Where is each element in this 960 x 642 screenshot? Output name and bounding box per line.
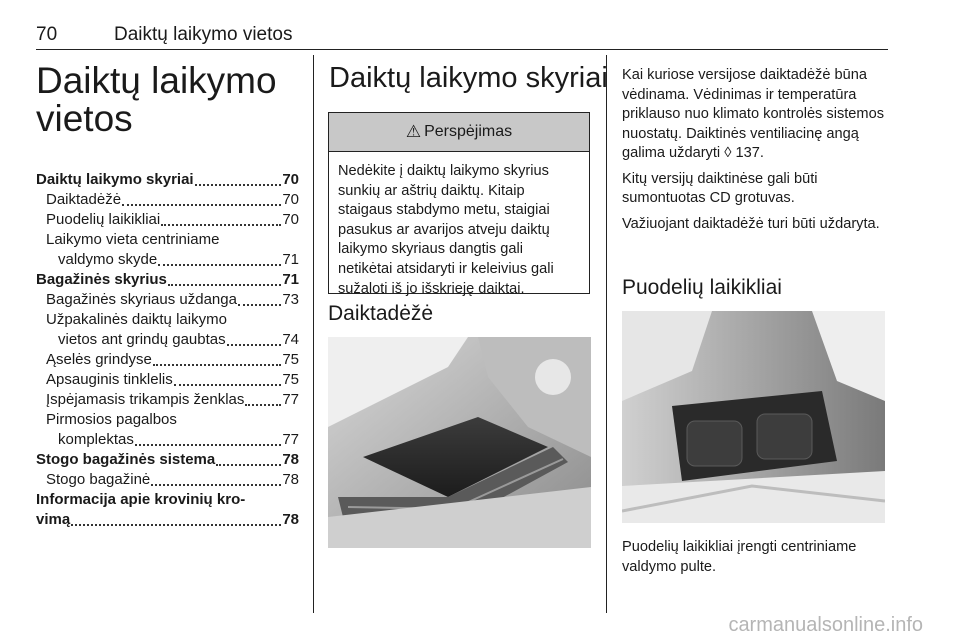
cupholder-photo: [622, 311, 885, 523]
section-title: Daiktų laikymo skyriai: [329, 62, 608, 94]
toc-page: 78: [282, 451, 299, 468]
toc-entry[interactable]: [36, 270, 299, 290]
toc-entry[interactable]: [36, 310, 299, 350]
glovebox-photo: [328, 337, 591, 548]
toc-entry-text: Stogo bagažinė: [46, 471, 151, 488]
column-divider-left: [313, 55, 314, 613]
page-number: 70: [36, 24, 58, 45]
toc-page: 77: [282, 431, 299, 448]
toc-entry-text: Bagažinės skyriaus uždanga: [46, 291, 237, 308]
toc-entry-text: Laikymo vieta centriniame: [46, 231, 220, 248]
toc-entry-text: Apsauginis tinklelis: [46, 371, 173, 388]
warning-heading-text: Perspėjimas: [424, 123, 513, 140]
toc-entry[interactable]: [36, 350, 299, 370]
watermark: carmanualsonline.info: [728, 614, 923, 636]
toc-entry-text-cont: vietos ant grindų gaubtas: [58, 331, 226, 348]
paragraph-cd-player: Kitų versijų daiktinėse gali būti sumontuotas CD grotuvas.: [622, 170, 818, 206]
toc-page: 73: [282, 291, 299, 308]
toc-entry-text-cont: valdymo skyde: [58, 251, 158, 268]
toc-entry[interactable]: [36, 470, 299, 490]
toc-leader: [168, 283, 281, 286]
toc-entry[interactable]: [36, 410, 299, 450]
warning-triangle-icon: ⚠: [405, 122, 422, 141]
toc-leader: [153, 363, 281, 366]
paragraph-ventilation: Kai kuriose versijose daiktadėžė būna vėdinama. Vėdinimas ir temperatūra priklauso nuo klimato kontrolės sistemos nuostatų. Daiktinės ventiliacinę angą galima uždaryti ◊ 137.: [622, 67, 884, 161]
toc-entry-text-cont: vimą: [36, 511, 71, 528]
toc-page: 70: [282, 171, 299, 188]
toc-entry-text: Daiktadėžė: [46, 191, 122, 208]
toc-entry[interactable]: [36, 290, 299, 310]
toc-leader: [216, 463, 281, 466]
toc-leader: [227, 343, 282, 346]
paragraph-close-while-driving: Važiuojant daiktadėžė turi būti uždaryta.: [622, 215, 880, 232]
toc-page: 75: [282, 371, 299, 388]
toc-entry-text: Įspėjamasis trikampis ženklas: [46, 391, 245, 408]
chapter-title: Daiktų laikymo vietos: [36, 60, 277, 139]
toc-page: 71: [282, 271, 299, 288]
warning-heading: [329, 113, 589, 152]
toc-page: 77: [282, 391, 299, 408]
running-header-title: Daiktų laikymo vietos: [114, 24, 293, 45]
toc-leader: [174, 383, 282, 386]
toc-entry-text: Bagažinės skyrius: [36, 271, 167, 288]
warning-body: Nedėkite į daiktų laikymo skyrius sunkių ar aštrių daiktų. Kitaip staigaus stabdymo metu, staigiai pasukus ar avarijos atveju daiktų laikymo skyriaus dangtis gali netikėtai atsidaryti ir keleivius gali sužaloti iš jo išskrieję daiktai.: [338, 163, 554, 297]
toc-entry[interactable]: [36, 170, 299, 190]
toc-entry-text: Daiktų laikymo skyriai: [36, 171, 194, 188]
toc-entry[interactable]: [36, 390, 299, 410]
toc-page: 78: [282, 471, 299, 488]
toc-page: 78: [282, 511, 299, 528]
toc-leader: [238, 303, 281, 306]
toc-page: 70: [282, 211, 299, 228]
toc-entry[interactable]: [36, 190, 299, 210]
table-of-contents: [36, 170, 299, 530]
glovebox-text: [622, 66, 884, 240]
toc-leader: [135, 443, 281, 446]
toc-leader: [151, 483, 281, 486]
toc-entry[interactable]: [36, 210, 299, 230]
toc-entry-text: Užpakalinės daiktų laikymo: [46, 311, 227, 328]
toc-leader: [122, 203, 281, 206]
toc-leader: [245, 403, 281, 406]
toc-entry[interactable]: [36, 370, 299, 390]
subheading-cupholders: Puodelių laikikliai: [622, 276, 782, 299]
warning-box: [328, 112, 590, 297]
toc-entry-text: Pirmosios pagalbos: [46, 411, 177, 428]
toc-page: 75: [282, 351, 299, 368]
toc-leader: [195, 183, 282, 186]
toc-entry-text: Informacija apie krovinių kro-: [36, 491, 246, 508]
toc-page: 71: [282, 251, 299, 268]
toc-entry[interactable]: [36, 230, 299, 270]
toc-entry-text: Stogo bagažinės sistema: [36, 451, 216, 468]
header-rule: [36, 49, 888, 50]
toc-page: 70: [282, 191, 299, 208]
cupholder-caption: Puodelių laikikliai įrengti centriniame valdymo pulte.: [622, 539, 857, 575]
toc-entry-text: Puodelių laikikliai: [46, 211, 161, 228]
toc-entry[interactable]: [36, 450, 299, 470]
subheading-glovebox: Daiktadėžė: [328, 302, 434, 325]
toc-leader: [71, 523, 281, 526]
toc-leader: [158, 263, 281, 266]
column-divider-right: [606, 55, 607, 613]
toc-entry[interactable]: [36, 490, 299, 530]
toc-entry-text-cont: komplektas: [58, 431, 134, 448]
toc-page: 74: [282, 331, 299, 348]
toc-entry-text: Ąselės grindyse: [46, 351, 152, 368]
toc-leader: [161, 223, 281, 226]
